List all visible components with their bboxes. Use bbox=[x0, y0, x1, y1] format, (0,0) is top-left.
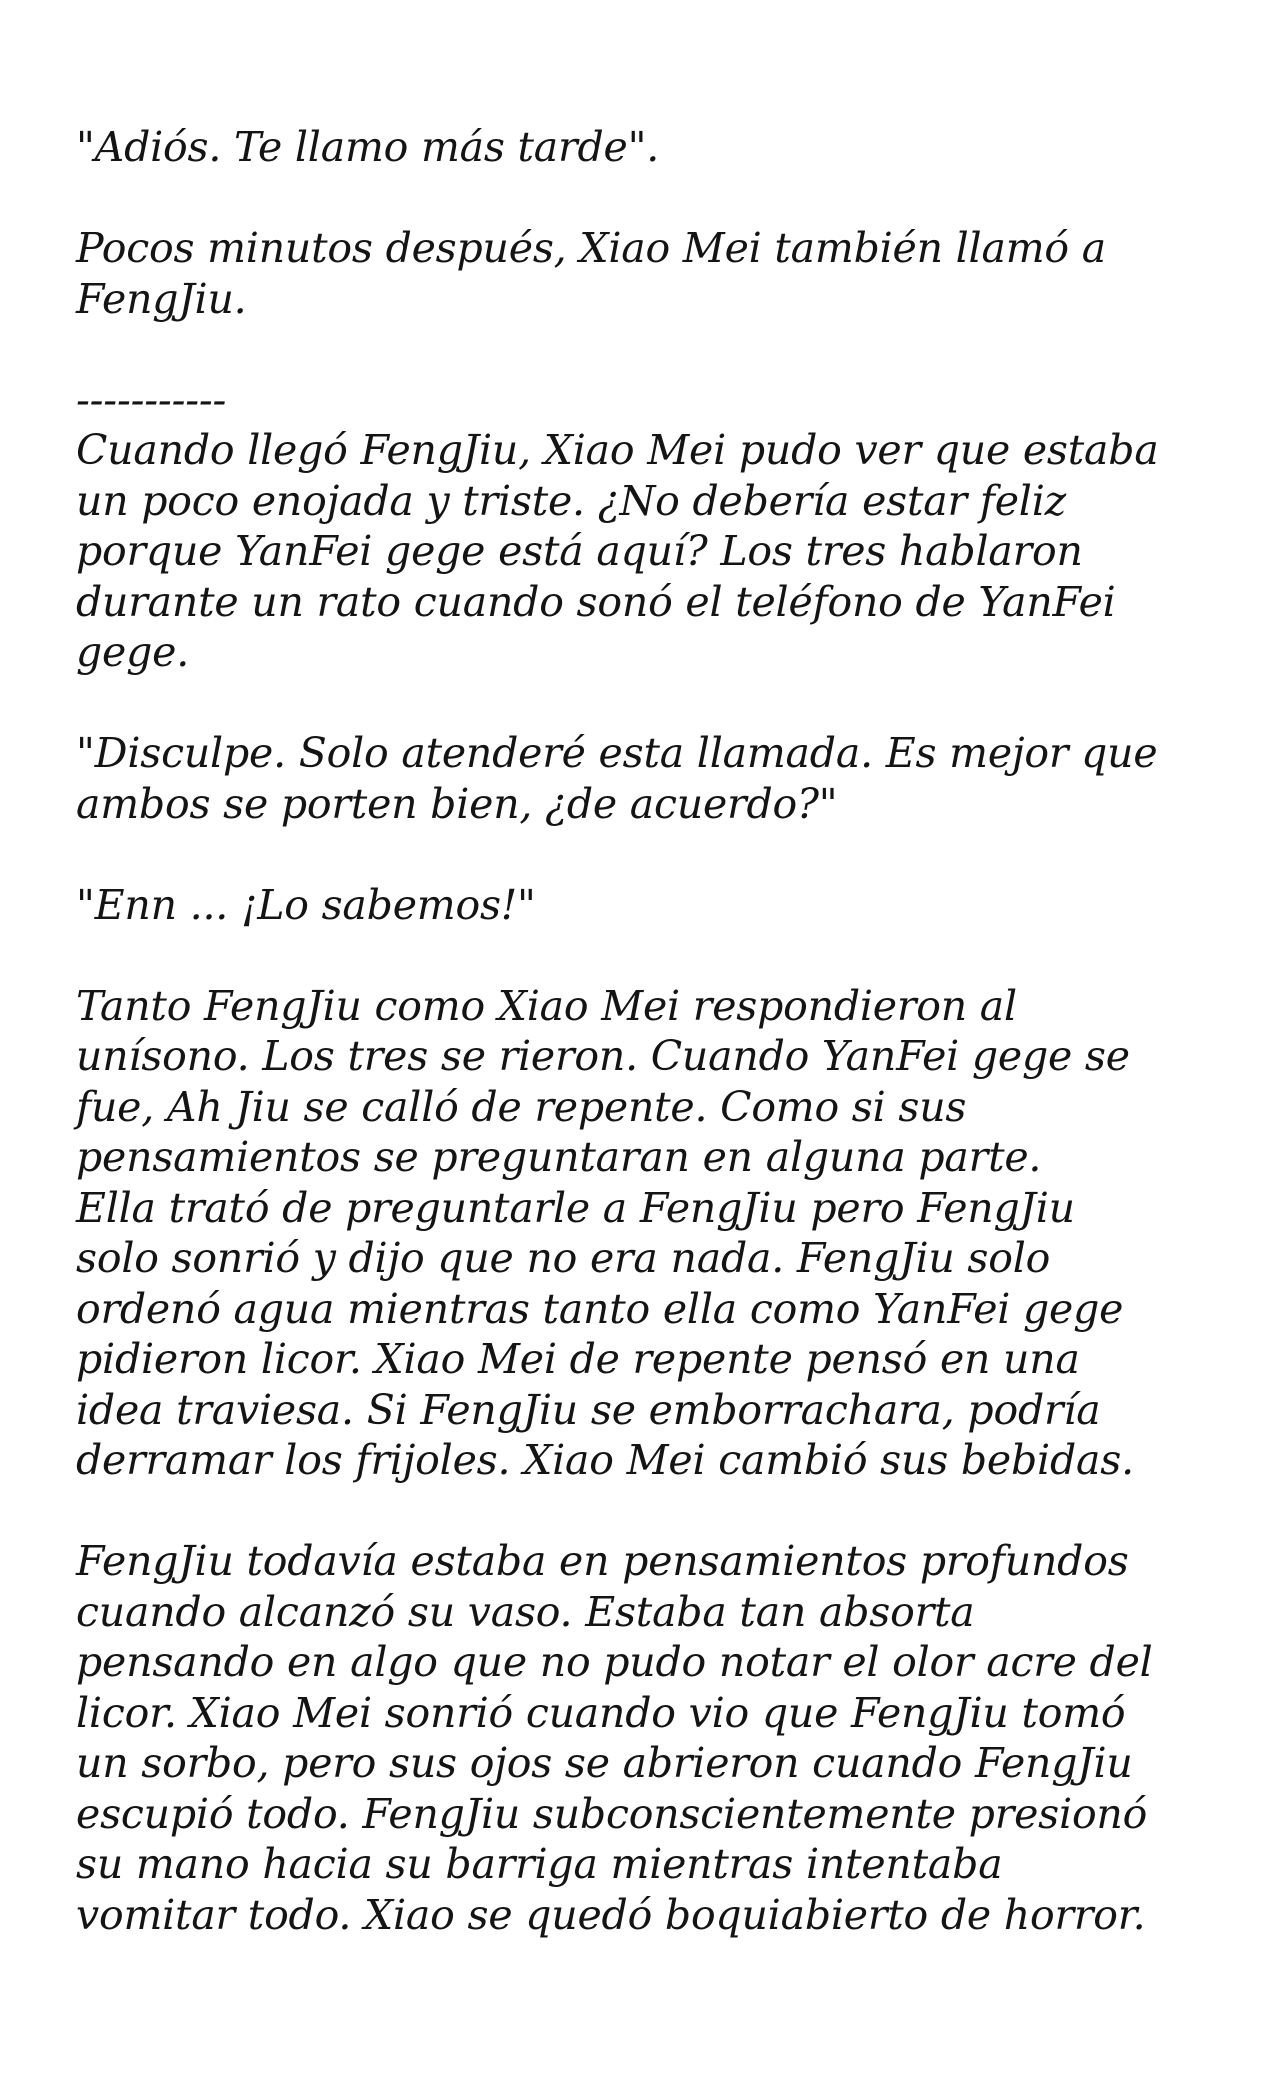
paragraph-6: Tanto FengJiu como Xiao Mei respondieron al unísono. Los tres se rieron. Cuando YanFei gege se fue, Ah Jiu se calló de repente. Como si sus pensamientos se preguntaran en alguna parte. Ella trató de preguntarle a FengJiu pero FengJiu solo sonrió y dijo que no era nada. FengJiu solo ordenó agua mientras tanto ella como YanFei gege pidieron licor. Xiao Mei de repente pensó en una idea traviesa. Si FengJiu se emborrachara, podría derramar los frijoles. Xiao Mei cambió sus bebidas. bbox=[76, 981, 1134, 1484]
paragraph-7: FengJiu todavía estaba en pensamientos profundos cuando alcanzó su vaso. Estaba tan absorta pensando en algo que no pudo notar el olor acre del licor. Xiao Mei sonrió cuando vio que FengJiu tomó un sorbo, pero sus ojos se abrieron cuando FengJiu escupió todo. FengJiu subconscientemente presionó su mano hacia su barriga mientras intentaba vomitar todo. Xiao se quedó boquiabierto de horror. bbox=[76, 1537, 1153, 1939]
paragraph-4: "Disculpe. Solo atenderé esta llamada. Es mejor que ambos se porten bien, ¿de acuerdo?" bbox=[76, 729, 1158, 828]
scene-divider: ----------- bbox=[76, 375, 227, 424]
paragraph-3: Cuando llegó FengJiu, Xiao Mei pudo ver que estaba un poco enojada y triste. ¿No debería estar feliz porque YanFei gege está aquí? Los tres hablaron durante un rato cuando sonó el teléfono de YanFei gege. bbox=[76, 426, 1159, 676]
paragraph-2: Pocos minutos después, Xiao Mei también llamó a FengJiu. bbox=[76, 224, 1106, 323]
paragraph-5: "Enn ... ¡Lo sabemos!" bbox=[76, 880, 536, 929]
document-body bbox=[76, 122, 1216, 1991]
paragraph-1: "Adiós. Te llamo más tarde". bbox=[76, 123, 660, 171]
